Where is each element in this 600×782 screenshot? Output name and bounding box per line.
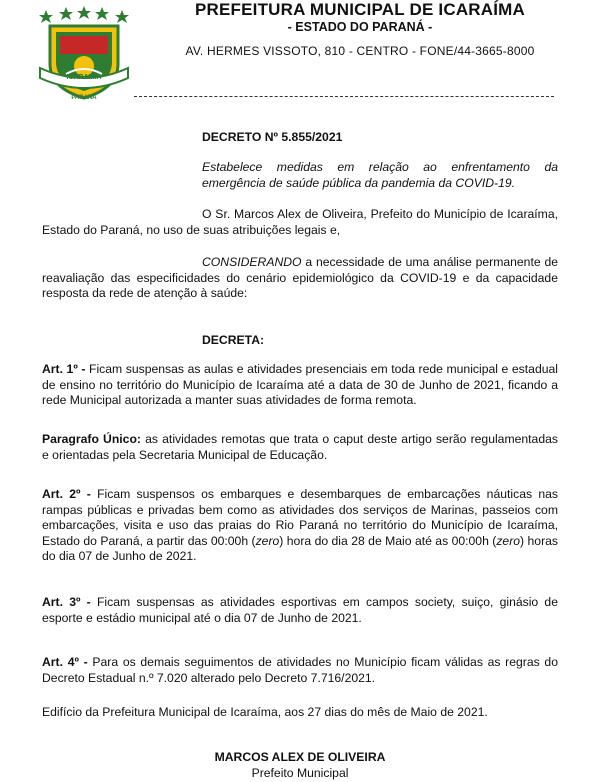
page-title: PREFEITURA MUNICIPAL DE ICARAÍMA [194,0,526,19]
intro-paragraph: O Sr. Marcos Alex de Oliveira, Prefeito do Município de Icaraíma, Estado do Paraná, no uso de suas atribuições legais e, [42,207,558,237]
sole-paragraph [42,432,558,463]
article-2-text-a: Ficam suspensos os embarques e desembarques de embarcações náuticas nas rampas públicas e privadas bem como as atividades dos serviços de Marinas, passeios com embarcações, visita e uso das praias do Rio Paraná no território do Município de Icaraíma, Estado do Paraná, a partir das 00:00h ( [42,487,558,548]
state-subtitle: - ESTADO DO PARANÁ - [287,20,433,34]
article-1 [42,362,558,409]
article-2 [42,487,558,565]
considering-word: CONSIDERANDO [202,255,302,269]
sole-paragraph-text: as atividades remotas que trata o caput deste artigo serão regulamentadas e orientadas pela Secretaria Municipal de Educação. [42,432,558,462]
crest-banner-text: PARANÁ [71,95,97,101]
article-3-text: Ficam suspensas as atividades esportivas em campos society, suiço, ginásio de esporte e estádio municipal até o dia 07 de Junho de 2021. [42,595,558,625]
article-4-text: Para os demais seguimentos de atividades no Município ficam válidas as regras do Decreto Estadual n.º 7.020 alterado pelo Decreto 7.716/2021. [42,655,558,685]
sole-paragraph-label: Paragrafo Único: [42,432,141,446]
article-3-label: Art. 3º - [42,595,91,609]
municipal-crest-icon [36,4,132,102]
article-1-label: Art. 1º - [42,362,86,376]
article-2-label: Art. 2º - [42,487,91,501]
article-1-text: Ficam suspensas as aulas e atividades presenciais em toda rede municipal e estadual de ensino no território do Município de Icaraíma até a data de 30 de Junho de 2021, ficando a rede Municipal autorizada a manter suas atividades de forma remota. [42,362,558,407]
article-4 [42,655,558,686]
signature-name: MARCOS ALEX DE OLIVEIRA [214,750,386,764]
decree-number: DECRETO Nº 5.855/2021 [202,130,343,144]
article-2-zero-1: zero [255,533,280,548]
letterhead [0,0,600,110]
considering-text: a necessidade de uma análise permanente de reavaliação das especificidades do cenário epidemiológico da COVID-19 e da capacidade resposta da rede de atenção à saúde: [42,255,558,300]
closing-line: Edifício da Prefeitura Municipal de Icaraíma, aos 27 dias do mês de Maio de 2021. [42,705,488,719]
article-2-zero-2: zero [496,533,521,548]
crest-text: ICARAIMA [66,74,102,81]
article-2-text-b: ) hora do dia 28 de Maio até as 00:00h ( [279,533,497,548]
article-4-label: Art. 4º - [42,655,88,669]
article-3 [42,595,558,626]
decree-summary: Estabelece medidas em relação ao enfrentamento da emergência de saúde pública da pandemia da COVID-19. [202,160,558,190]
considering-paragraph [42,255,558,302]
article-2-text-c: ) horas do dia 07 de Junho de 2021. [42,533,558,563]
address-line: AV. HERMES VISSOTO, 810 - CENTRO - FONE/44-3665-8000 [185,44,535,58]
signature-role: Prefeito Municipal [251,766,349,780]
decreta-heading: DECRETA: [202,333,265,347]
header-divider [134,96,554,97]
